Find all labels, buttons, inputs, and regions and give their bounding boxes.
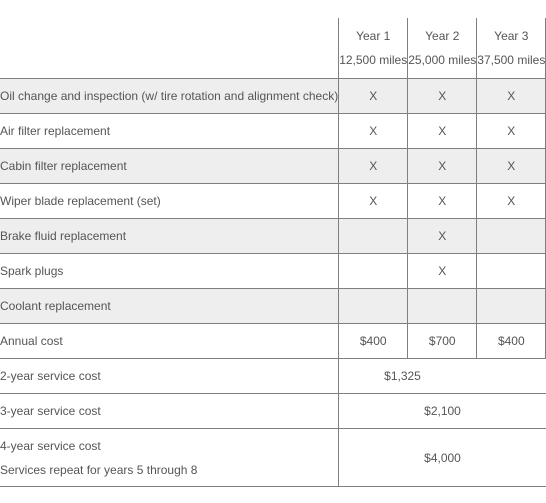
total-value: $1,325	[339, 359, 546, 394]
service-mark	[477, 289, 546, 324]
table-row	[0, 114, 546, 149]
table-row	[0, 219, 546, 254]
total-note: Services repeat for years 5 through 8	[0, 462, 198, 477]
year-label: Year 1	[356, 29, 391, 43]
header-corner-cell	[0, 18, 339, 79]
table-row	[0, 254, 546, 289]
maintenance-table	[0, 18, 546, 487]
service-label: Coolant replacement	[0, 289, 339, 324]
table-header-row	[0, 18, 546, 79]
year-label: Year 2	[425, 29, 460, 43]
miles-label: 37,500 miles	[477, 53, 546, 67]
service-label: Air filter replacement	[0, 114, 339, 149]
service-mark: X	[408, 184, 477, 219]
annual-cost-value: $700	[408, 324, 477, 359]
service-mark: X	[477, 114, 546, 149]
service-mark	[477, 219, 546, 254]
service-label: Oil change and inspection (w/ tire rotation and alignment check)	[0, 79, 339, 114]
service-mark: X	[408, 219, 477, 254]
service-mark: X	[339, 114, 408, 149]
service-label: Cabin filter replacement	[0, 149, 339, 184]
service-mark	[339, 289, 408, 324]
year-label: Year 3	[494, 29, 529, 43]
service-label: Spark plugs	[0, 254, 339, 289]
total-row	[0, 429, 546, 487]
service-mark: X	[339, 184, 408, 219]
service-mark: X	[339, 149, 408, 184]
total-row	[0, 359, 546, 394]
annual-cost-value: $400	[477, 324, 546, 359]
service-label: Wiper blade replacement (set)	[0, 184, 339, 219]
total-label: 2-year service cost	[0, 359, 339, 394]
table-row	[0, 289, 546, 324]
header-year-1	[339, 18, 408, 79]
miles-label: 25,000 miles	[408, 53, 477, 67]
service-mark: X	[477, 79, 546, 114]
total-label: 3-year service cost	[0, 394, 339, 429]
total-label: 4-year service cost Services repeat for years 5 through 8	[0, 429, 339, 487]
service-mark	[339, 254, 408, 289]
miles-label: 12,500 miles	[339, 53, 408, 67]
service-mark	[408, 289, 477, 324]
service-label: Brake fluid replacement	[0, 219, 339, 254]
service-mark: X	[408, 149, 477, 184]
total-value: $2,100	[339, 394, 546, 429]
service-mark	[477, 254, 546, 289]
service-mark: X	[408, 114, 477, 149]
total-row	[0, 394, 546, 429]
header-year-2	[408, 18, 477, 79]
service-label: Annual cost	[0, 324, 339, 359]
service-mark: X	[408, 79, 477, 114]
service-mark: X	[408, 254, 477, 289]
service-mark: X	[339, 79, 408, 114]
table-row	[0, 149, 546, 184]
service-mark: X	[477, 184, 546, 219]
total-value: $4,000	[339, 429, 546, 487]
service-mark: X	[477, 149, 546, 184]
annual-cost-value: $400	[339, 324, 408, 359]
table-row	[0, 79, 546, 114]
annual-cost-row	[0, 324, 546, 359]
service-mark	[339, 219, 408, 254]
table-row	[0, 184, 546, 219]
header-year-3	[477, 18, 546, 79]
